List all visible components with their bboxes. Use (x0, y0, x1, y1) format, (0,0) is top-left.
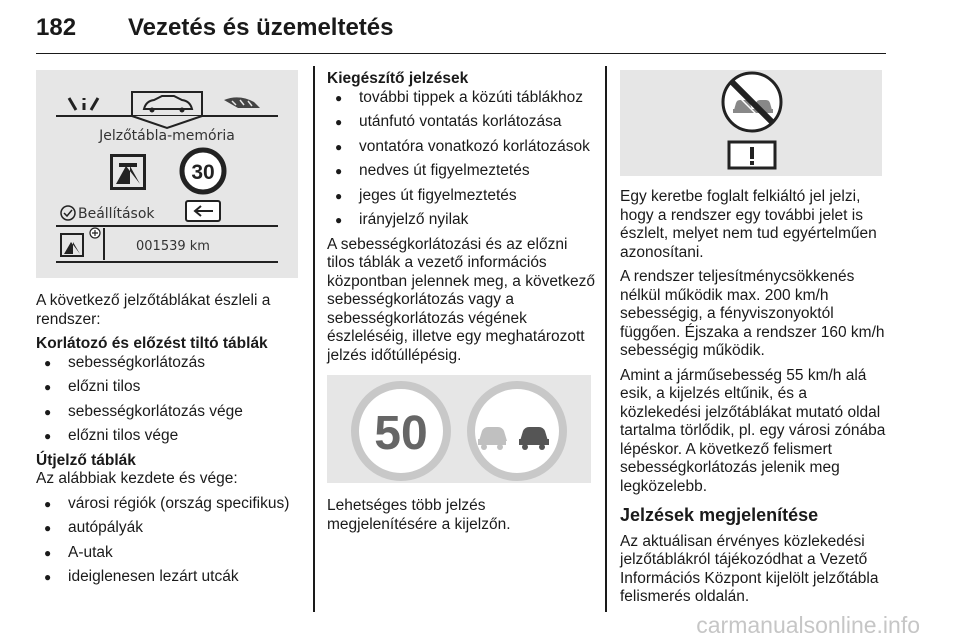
list-item: ● A-utak (36, 544, 306, 563)
display-duration-text: A sebességkorlátozási és az előzni tilos táblák a vezető információs központban jelennek meg, a következő sebességkorlátozás vagy a sebességkorlátozás végének észleléséig, illetve egy meghatározott jelzés időtúllépésig. (327, 235, 595, 364)
exclamation-frame-icon (729, 142, 775, 168)
intro-text: A következő jelzőtáblákat észleli a rendszer: (36, 292, 271, 328)
odometer-reading: 001539 km (136, 239, 210, 254)
page-number: 182 (36, 14, 77, 41)
list-item: ● sebességkorlátozás vége (36, 403, 306, 422)
end-restriction-figure (620, 70, 882, 176)
road-signs-list (36, 495, 306, 587)
column-3 (620, 70, 886, 613)
speed-limit-30-sign (182, 150, 224, 192)
section-heading-restrictions: Korlátozó és előzést tiltó táblák (36, 335, 268, 352)
back-arrow-button (186, 201, 220, 221)
end-of-no-overtaking-sign (723, 73, 781, 131)
section-heading-display: Jelzések megjelenítése (620, 505, 819, 525)
small-motorway-icon (60, 233, 84, 257)
list-item: ● nedves út figyelmeztetés (327, 162, 595, 181)
system-speed-text: A rendszer teljesítménycsökkenés nélkül működik max. 200 km/h sebességig, a fényviszonyoktól függően. Éjszaka a rendszer 160 km/h sebességig működik. (620, 268, 885, 359)
list-item: ● irányjelző nyilak (327, 211, 595, 230)
plus-badge-icon (90, 228, 100, 238)
unidentified-sign-text: Egy keretbe foglalt felkiáltó jel jelzi, hogy a rendszer egy további jelet is észlelt, melyet nem tud egyértelműen azonosítani. (620, 188, 877, 261)
column-1 (36, 70, 306, 593)
page-header (36, 10, 886, 54)
svg-text:50: 50 (374, 407, 428, 460)
restrictions-list (36, 354, 306, 446)
section-heading-additional: Kiegészítő jelzések (327, 70, 469, 87)
road-signs-intro: Az alábbiak kezdete és vége: (36, 470, 238, 487)
list-item: ● előzni tilos (36, 378, 306, 397)
svg-text:30: 30 (191, 161, 215, 184)
column-divider (313, 66, 315, 612)
list-item: ● sebességkorlátozás (36, 354, 306, 373)
check-circle-icon (61, 206, 75, 220)
settings-label: Beállítások (78, 206, 155, 222)
list-item: ● ideiglenesen lezárt utcák (36, 568, 306, 587)
column-divider (605, 66, 607, 612)
figure-caption: Lehetséges több jelzés megjelenítésére a kijelzőn. (327, 497, 511, 533)
multiple-signs-figure (327, 375, 591, 483)
road-icon (69, 98, 98, 110)
speed-limit-50-sign (355, 385, 447, 477)
list-item: ● autópályák (36, 519, 306, 538)
list-item: ● utánfutó vontatás korlátozása (327, 113, 595, 132)
display-info-text: Az aktuálisan érvényes közlekedési jelzőtáblákról tájékozódhat a Vezető Információs Központ kijelölt jelzőtábla felismerés oldalán. (620, 532, 879, 605)
list-item: ● további tippek a közúti táblákhoz (327, 89, 595, 108)
display-title: Jelzőtábla-memória (99, 128, 235, 144)
road-sign-shape-icon (224, 97, 260, 108)
no-overtaking-sign (471, 385, 563, 477)
watermark-text: carmanualsonline.info (696, 612, 920, 638)
section-heading-road-signs: Útjelző táblák (36, 451, 136, 469)
list-item: ● városi régiók (ország specifikus) (36, 495, 306, 514)
list-item: ● vontatóra vonatkozó korlátozások (327, 138, 595, 157)
page-title: Vezetés és üzemeltetés (128, 14, 394, 41)
motorway-sign-icon (110, 154, 146, 190)
list-item: ● előzni tilos vége (36, 427, 306, 446)
low-speed-text: Amint a járműsebesség 55 km/h alá esik, a kijelzés eltűnik, és a közlekedési jelzőtáblákat mutató oldal tartalma törlődik, pl. egy városi zónába lépéskor. A következő felismert sebességkorlátozás jelenik meg legközelebb. (620, 366, 886, 495)
dashboard-display-figure (36, 70, 298, 278)
additional-list (327, 89, 595, 230)
list-item: ● jeges út figyelmeztetés (327, 187, 595, 206)
sign-memory-display (36, 70, 298, 278)
column-2 (327, 70, 595, 540)
